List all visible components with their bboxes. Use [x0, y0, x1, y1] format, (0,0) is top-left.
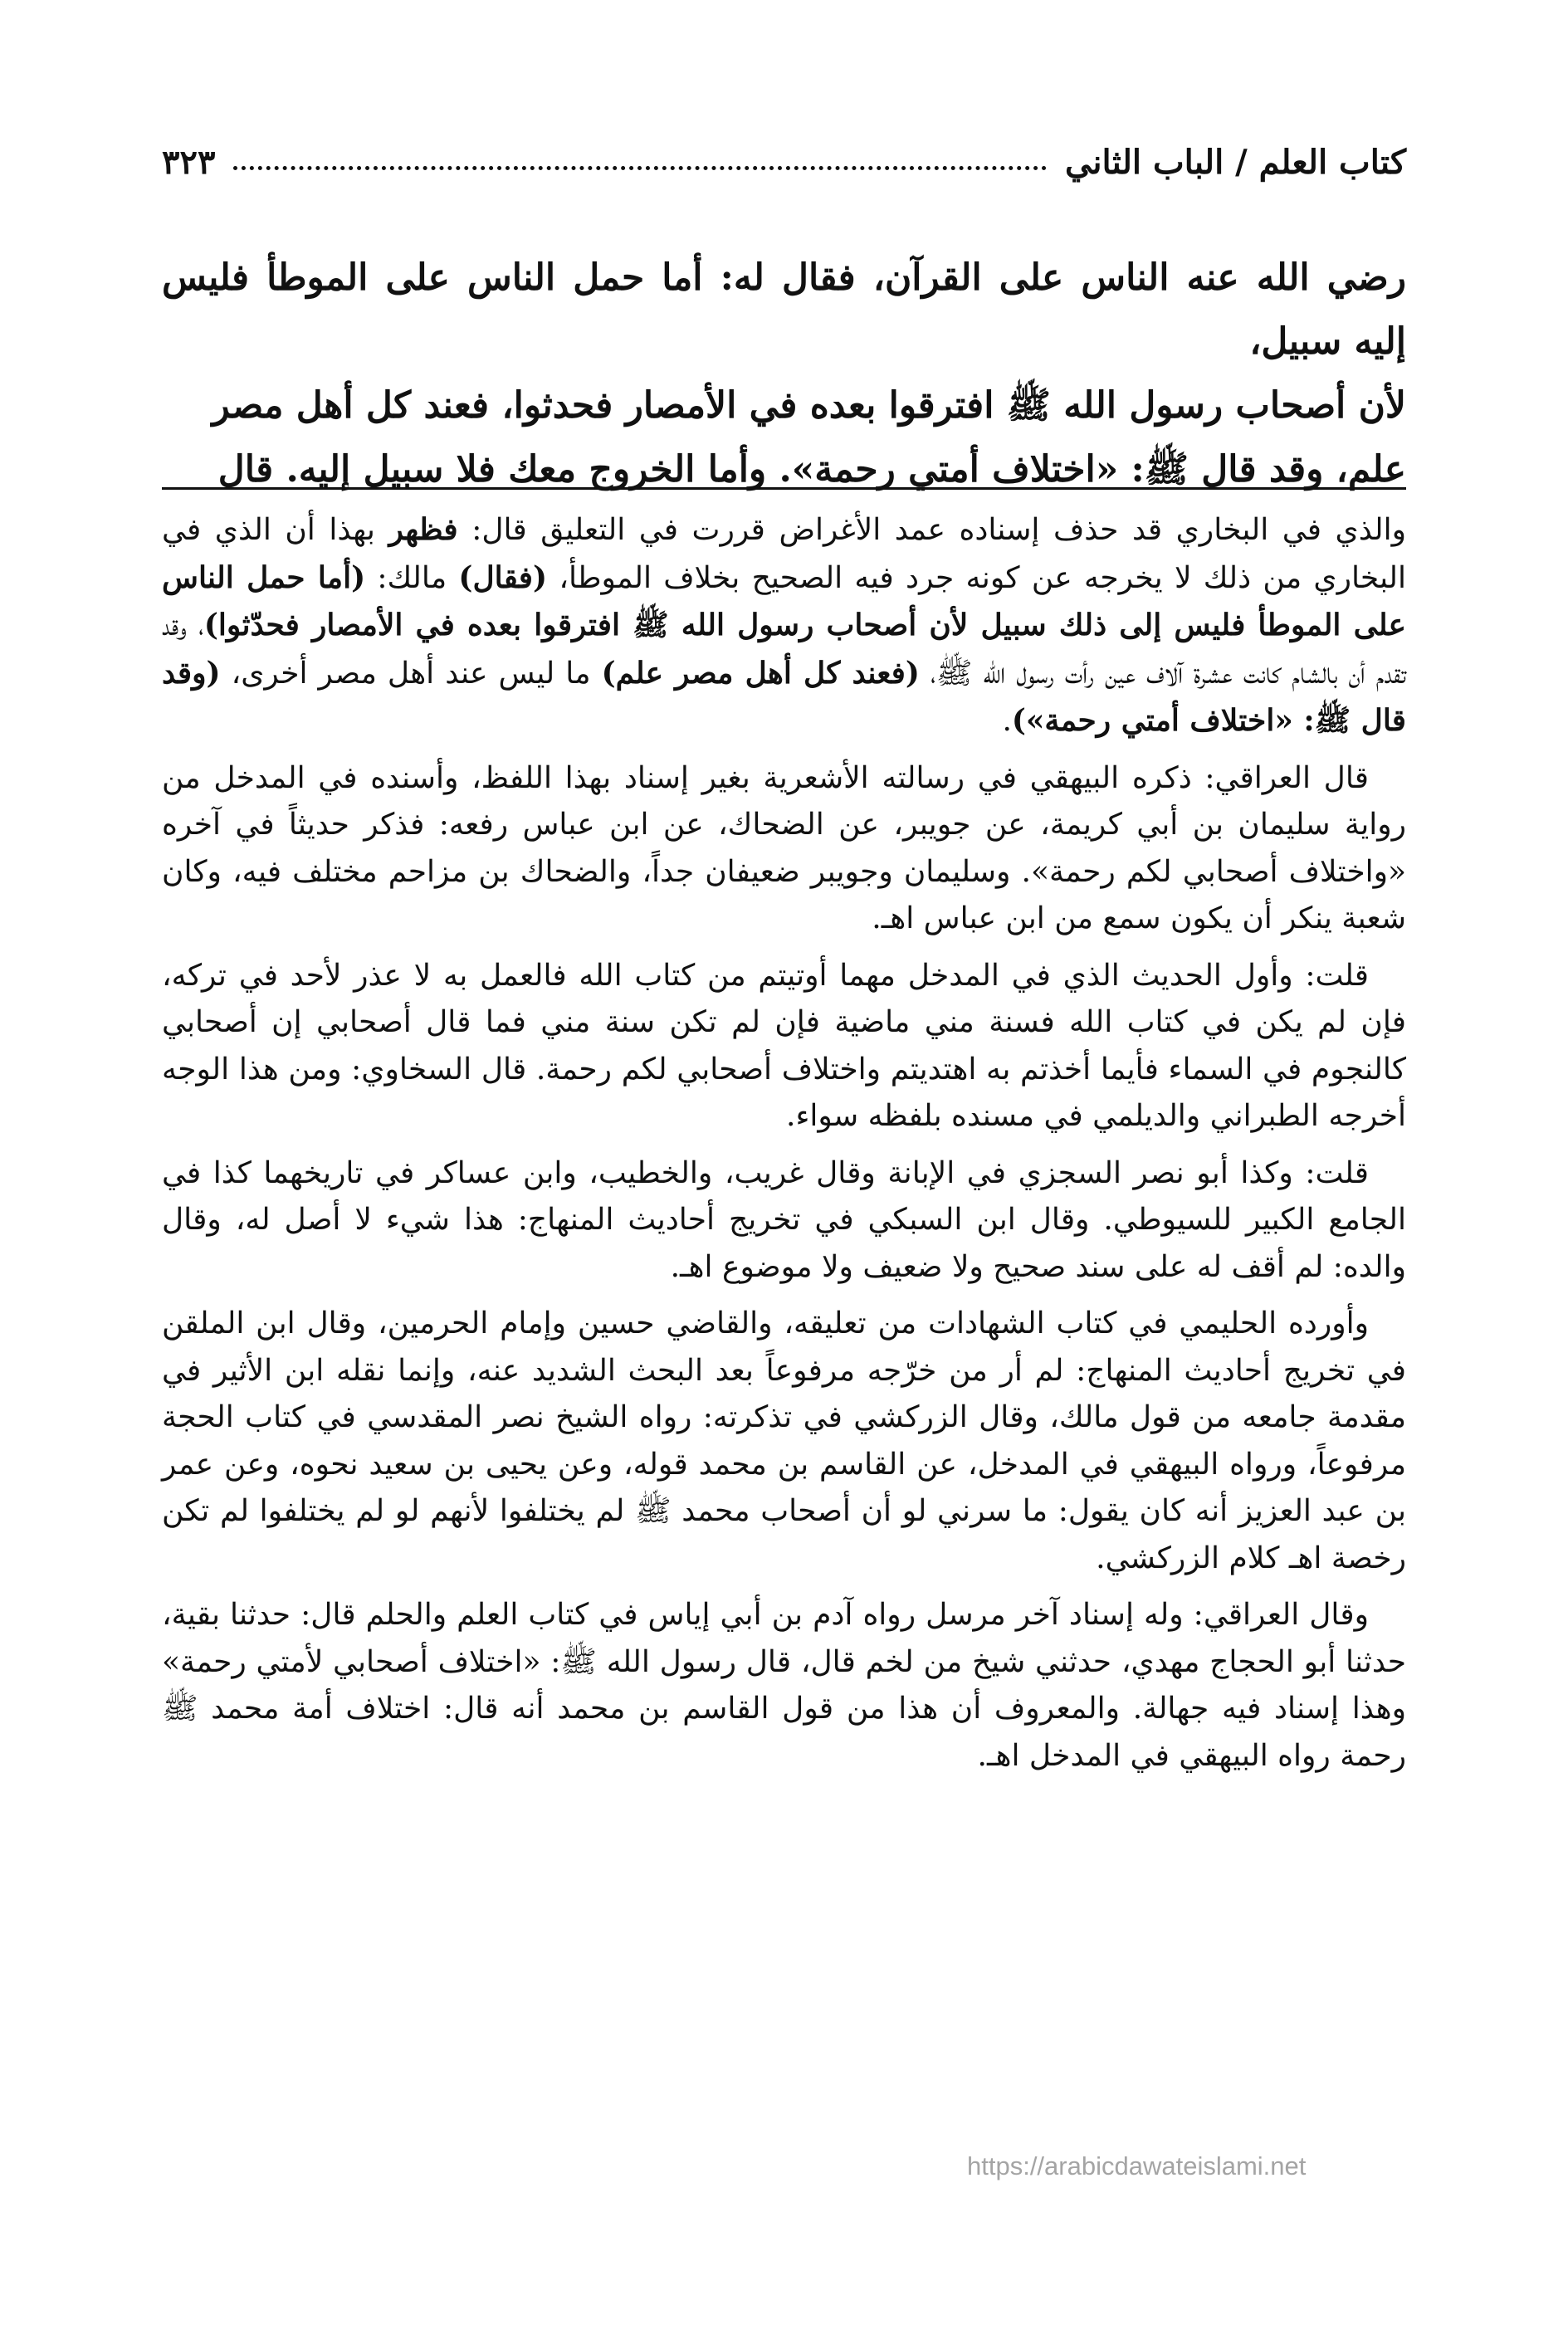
header-title: كتاب العلم / الباب الثاني [1065, 142, 1406, 182]
footnote-span: ، وقد تقدم أن بالشام كانت عشرة آلاف عين رأت رسول الله ﷺ، [162, 608, 1407, 691]
footnote-paragraph: وقال العراقي: وله إسناد آخر مرسل رواه آدم بن أبي إياس في كتاب العلم والحلم قال: حدثنا بقية، حدثنا أبو الحجاج مهدي، حدثني شيخ من لخم قال، قال رسول الله ﷺ: «اختلاف أصحابي لأمتي رحمة» وهذا إسناد فيه جهالة. والمعروف أن هذا من قول القاسم بن محمد أنه قال: اختلاف أمة محمد ﷺ رحمة رواه البيهقي في المدخل اهـ. [162, 1598, 1406, 1773]
footnotes [162, 506, 1406, 1780]
footnote-bold-span: (أما حمل الناس على الموطأ فليس إلى ذلك سبيل لأن أصحاب رسول الله ﷺ افترقوا بعده في الأمصار فحدّثوا) [162, 559, 1406, 642]
watermark-url: https://arabicdawateislami.net [967, 2151, 1307, 2180]
footnote-paragraph: قال العراقي: ذكره البيهقي في رسالته الأشعرية بغير إسناد بهذا اللفظ، وأسنده في المدخل من رواية سليمان بن أبي كريمة، عن جويبر، عن الضحاك، عن ابن عباس رفعه: فذكر حديثاً في آخره «واختلاف أصحابي لكم رحمة». وسليمان وجويبر ضعيفان جداً، والضحاك بن مزاحم مختلف فيه، وكان شعبة ينكر أن يكون سمع من ابن عباس اهـ. [162, 760, 1406, 935]
footnote-span: ما ليس عند أهل مصر أخرى، [220, 656, 602, 691]
footnote-span: مالك: [365, 560, 459, 595]
footnote-paragraph [162, 506, 1406, 745]
main-line: علم، وقد قال ﷺ: «اختلاف أمتي رحمة». وأما الخروج معك فلا سبيل إليه. قال [217, 448, 1406, 491]
footnote-separator [162, 487, 1406, 490]
footnote-span: والذي في البخاري قد حذف إسناده عمد الأغراض قررت في التعليق قال: [457, 513, 1406, 547]
footnote-bold-span: (وقد قال ﷺ: «اختلاف أمتي رحمة») [162, 655, 1406, 738]
footnote-bold-span: (فقال) [458, 559, 548, 595]
footnote-bold-span: فظهر [388, 512, 458, 547]
footnote-paragraph: قلت: وكذا أبو نصر السجزي في الإبانة وقال غريب، والخطيب، وابن عساكر في تاريخهما كذا في الجامع الكبير للسيوطي. وقال ابن السبكي في تخريج أحاديث المنهاج: هذا شيء لا أصل له، وقال والده: لم أقف له على سند صحيح ولا ضعيف ولا موضوع اهـ. [162, 1155, 1406, 1284]
running-header [162, 137, 1406, 187]
main-line: لأن أصحاب رسول الله ﷺ افترقوا بعده في الأمصار فحدثوا، فعند كل أهل مصر [212, 384, 1406, 427]
footnote-paragraph: قلت: وأول الحديث الذي في المدخل مهما أوتيتم من كتاب الله فالعمل به لا عذر لأحد في تركه، فإن لم يكن في كتاب الله فسنة مني ماضية فإن لم تكن سنة مني فما قال أصحابي إن أصحابي كالنجوم في السماء فأيما أخذتم به اهتديتم واختلاف أصحابي لكم رحمة. قال السخاوي: ومن هذا الوجه أخرجه الطبراني والديلمي في مسنده بلفظه سواء. [162, 958, 1406, 1133]
dot-leader [233, 166, 1047, 170]
footnote-span: بهذا أن الذي في البخاري من ذلك لا يخرجه عن كونه جرد فيه الصحيح بخلاف الموطأ، [162, 513, 1407, 595]
footnote-paragraph: وأورده الحليمي في كتاب الشهادات من تعليقه، والقاضي حسين وإمام الحرمين، وقال ابن الملقن في تخريج أحاديث المنهاج: لم أر من خرّجه مرفوعاً بعد البحث الشديد عنه، وإنما نقله ابن الأثير في مقدمة جامعه من قول مالك، وقال الزركشي في تذكرته: رواه الشيخ نصر المقدسي في كتاب الحجة مرفوعاً، ورواه البيهقي في المدخل، عن القاسم بن محمد قوله، وعن يحيى بن سعيد نحوه، وعن عمر بن عبد العزيز أنه كان يقول: ما سرني لو أن أصحاب محمد ﷺ لم يختلفوا لأنهم لو لم يختلفوا لم تكن رخصة اهـ كلام الزركشي. [162, 1306, 1406, 1575]
footnote-span: . [1002, 704, 1012, 738]
page-number: ٣٢٣ [162, 142, 216, 182]
footnote-bold-span: (فعند كل أهل مصر علم) [601, 655, 920, 691]
main-text [162, 246, 1406, 501]
main-line: رضي الله عنه الناس على القرآن، فقال له: أما حمل الناس على الموطأ فليس إليه سبيل، [162, 256, 1406, 363]
